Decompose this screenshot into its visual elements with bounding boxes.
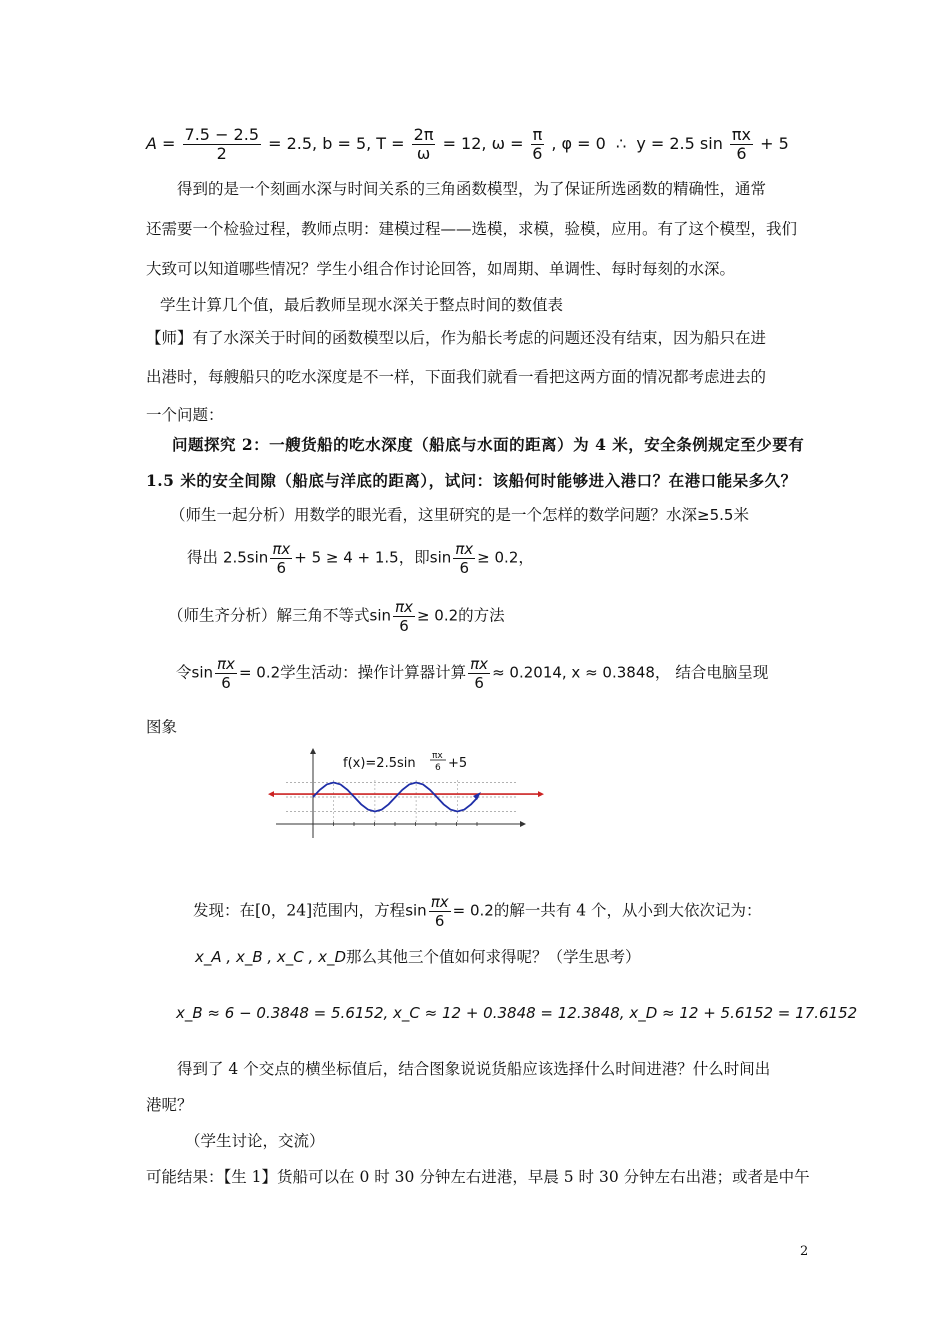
formula-parameters: A = $\frac{7.5 - 2.5}{2}$ = 2.5, b = 5, T = $\frac{2\pi}{\omega}$ = 12, ω = $\frac{\pi}{6}$ , φ = 0 ∴ y = 2.5 sin $\frac{\pi x}{6}$ + 5 <box>146 125 789 163</box>
analysis-unit: 米 <box>733 506 749 524</box>
threshold-arrow-right <box>538 791 544 797</box>
chart-title-tail: +5 <box>448 756 468 771</box>
ineq-math2: + 5 ≥ 4 + 1.5 <box>294 548 399 567</box>
method-num: πx <box>395 598 413 616</box>
therefore-symbol: ∴ <box>615 134 627 153</box>
T-numerator: 2π <box>413 125 434 144</box>
calc-prefix: 令 <box>176 663 192 682</box>
y-lhs: y = 2.5 sin <box>636 134 723 153</box>
method-math2: ≥ 0.2 <box>416 606 459 625</box>
A-denominator: 2 <box>216 144 227 163</box>
calc-post: ， 结合电脑呈现 <box>654 663 769 682</box>
discovery-num: πx <box>430 893 449 911</box>
discovery-math1: sin <box>405 901 427 920</box>
analysis-text: （师生一起分析）用数学的眼光看，这里研究的是一个怎样的数学问题？水深 <box>170 506 698 524</box>
page-number: 2 <box>800 1244 809 1259</box>
chart-title-den: 6 <box>435 763 441 773</box>
calc-math2: = 0.2 <box>238 663 281 682</box>
paragraph-line: 可能结果：【生 1】货船可以在 0 时 30 分钟左右进港，早晨 5 时 30 分钟左右出港；或者是中午 <box>146 1168 810 1186</box>
w-denominator: 6 <box>532 144 543 163</box>
calc-math3: ≈ 0.2014, x ≈ 0.3848 <box>492 663 655 682</box>
inequality-line <box>187 540 534 577</box>
discovery-prefix: 发现：在[0，24]范围内，方程 <box>193 901 406 920</box>
chart-title-num: πx <box>432 751 443 761</box>
vars-math: x_A , x_B , x_C , x_D <box>195 948 346 966</box>
discovery-post: 的解一共有 4 个，从小到大依次记为： <box>493 901 762 920</box>
vars-post: 那么其他三个值如何求得呢？（学生思考） <box>346 948 641 966</box>
paragraph-line: 得到了 4 个交点的横坐标值后，结合图象说说货船应该选择什么时间进港？什么时间出 <box>177 1060 771 1078</box>
ineq-mid: ，即 <box>398 548 430 567</box>
paragraph-line: 还需要一个检验过程，教师点明：建模过程——选模，求模，验模，应用。有了这个模型，我们 <box>146 220 798 238</box>
vars-line <box>195 946 641 968</box>
ineq-prefix: 得出 <box>187 548 219 567</box>
calc-num: πx <box>217 655 235 673</box>
paragraph-line: 大致可以知道哪些情况？学生小组合作讨论回答，如周期、单调性、每时每刻的水深。 <box>146 260 736 278</box>
T-denominator: ω <box>416 144 431 163</box>
threshold-arrow-left <box>268 791 274 797</box>
problem-line: 1.5 米的安全间隙（船底与洋底的距离），试问：该船何时能够进入港口？在港口能呆多久？ <box>146 471 797 490</box>
x-axis-arrow <box>520 821 526 827</box>
paragraph-line: 港呢？ <box>146 1096 193 1114</box>
discovery-line <box>193 893 762 930</box>
method-den: 6 <box>399 617 409 635</box>
y-tail: + 5 <box>760 134 789 153</box>
series-line <box>313 783 478 812</box>
y-numerator: πx <box>731 125 752 144</box>
paragraph-line: 图象 <box>146 718 178 736</box>
analysis-line <box>170 504 749 526</box>
formula-mid3: , φ = 0 <box>551 134 606 153</box>
method-line <box>168 598 505 635</box>
calc-math1: sin <box>191 663 214 682</box>
calc-mid: 学生活动：操作计算器计算 <box>280 663 467 682</box>
formula-mid2: = 12, ω = <box>442 134 524 153</box>
ineq-num: πx <box>272 540 291 558</box>
ineq-end: ， <box>518 548 534 567</box>
ineq-math1: 2.5sin <box>222 548 269 567</box>
calc-den: 6 <box>221 674 231 692</box>
paragraph-line: 出港时，每艘船只的吃水深度是不一样，下面我们就看一看把这两方面的情况都考虑进去的 <box>146 368 767 386</box>
solutions-formula: x_B ≈ 6 − 0.3848 = 5.6152, x_C ≈ 12 + 0.3848 = 12.3848, x_D ≈ 12 + 5.6152 = 17.6152 <box>176 1004 858 1022</box>
A-numerator: 7.5 − 2.5 <box>184 125 259 144</box>
paragraph-line: 学生计算几个值，最后教师呈现水深关于整点时间的数值表 <box>160 296 564 314</box>
sine-chart <box>268 748 550 840</box>
calc-line <box>176 655 768 692</box>
calc-den2: 6 <box>474 674 484 692</box>
problem-line: 问题探究 2：一艘货船的吃水深度（船底与水面的距离）为 4 米，安全条例规定至少要有 <box>172 435 805 454</box>
paragraph-line: 得到的是一个刻画水深与时间关系的三角函数模型，为了保证所选函数的精确性，通常 <box>177 180 767 198</box>
paragraph-line: 一个问题： <box>146 406 224 424</box>
ineq-den2: 6 <box>459 559 469 577</box>
series-arrow <box>473 792 481 800</box>
ineq-den: 6 <box>276 559 287 577</box>
analysis-math: ≥5.5 <box>697 506 734 524</box>
method-math1: sin <box>369 606 392 625</box>
y-denominator: 6 <box>736 144 747 163</box>
paragraph-line: 【师】有了水深关于时间的函数模型以后，作为船长考虑的问题还没有结束，因为船只在进 <box>146 329 767 347</box>
paragraph-line: （学生讨论，交流） <box>185 1132 325 1150</box>
discovery-math2: = 0.2 <box>452 901 494 920</box>
method-prefix: （师生齐分析）解三角不等式 <box>168 606 370 625</box>
w-numerator: π <box>532 125 543 144</box>
ineq-num2: πx <box>455 540 474 558</box>
formula-mid: = 2.5, b = 5, T = <box>268 134 405 153</box>
ineq-math4: ≥ 0.2 <box>477 548 519 567</box>
y-axis-arrow <box>310 748 316 754</box>
discovery-den: 6 <box>434 912 445 930</box>
method-post: 的方法 <box>458 606 505 625</box>
calc-num2: πx <box>470 655 489 673</box>
ineq-math3: sin <box>429 548 452 567</box>
chart-title: f(x)=2.5sin <box>343 756 416 771</box>
